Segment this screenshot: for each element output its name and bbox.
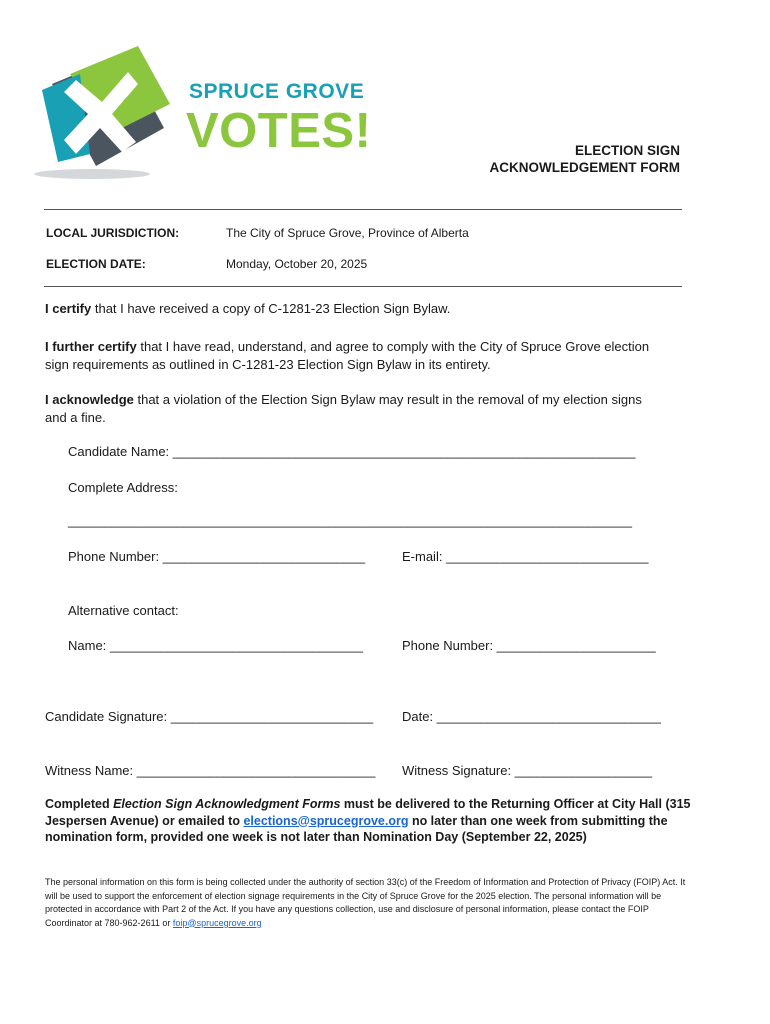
- further-certify-text: that I have read, understand, and agree to comply with the City of Spruce Grove election sign requirements as outlined in C-1281-23 Election Sign Bylaw in its entirety.: [45, 339, 650, 372]
- logo-text-votes: VOTES!: [186, 104, 372, 158]
- acknowledge-statement: [45, 391, 665, 427]
- acknowledge-bold: I acknowledge: [45, 392, 134, 407]
- acknowledge-text: that a violation of the Election Sign Bylaw may result in the removal of my election signs and a fine.: [45, 392, 642, 425]
- form-title: [490, 142, 680, 176]
- foip-notice: [45, 876, 695, 930]
- delivery-form-name: Election Sign Acknowledgment Forms: [113, 797, 341, 811]
- alt-name-field[interactable]: Name: ___________________________________: [68, 638, 363, 653]
- delivery-text-3: no later than one week from submitting the nomination form, provided one week is not later than Nomination Day (September 22, 2025): [45, 813, 668, 844]
- elections-email-link[interactable]: elections@sprucegrove.org: [243, 813, 409, 828]
- delivery-text-1: Completed: [45, 797, 114, 811]
- further-certify-statement: [45, 338, 665, 374]
- election-date-label: ELECTION DATE:: [46, 257, 146, 271]
- certify-text: that I have received a copy of C-1281-23 Election Sign Bylaw.: [91, 301, 451, 316]
- foip-notice-text: The personal information on this form is being collected under the authority of section 33(c) of the Freedom of Information and Protection of Privacy (FOIP) Act. It will be used to support the enforcement of election signage requirements in the City of Spruce Grove for the 2025 election. The personal information will be protected in accordance with Part 2 of the Act. If you have any questions collection, use and disclosure of personal information, please contact the FOIP Coordinator at 780-962-2611 or: [45, 877, 686, 928]
- foip-email-link[interactable]: foip@sprucegrove.org: [172, 917, 262, 928]
- delivery-instructions: [45, 796, 695, 846]
- witness-name-field[interactable]: Witness Name: _________________________________: [45, 763, 376, 778]
- logo-text-spruce-grove: SPRUCE GROVE: [189, 80, 365, 103]
- alternative-contact-label: Alternative contact:: [68, 603, 179, 618]
- spruce-grove-votes-logo-icon: [30, 44, 180, 184]
- phone-number-field[interactable]: Phone Number: ____________________________: [68, 549, 366, 564]
- date-field[interactable]: Date: _______________________________: [402, 709, 661, 724]
- election-date-value: Monday, October 20, 2025: [226, 257, 368, 271]
- form-title-line2: ACKNOWLEDGEMENT FORM: [489, 160, 680, 175]
- email-field[interactable]: E-mail: ____________________________: [402, 549, 649, 564]
- candidate-name-field[interactable]: Candidate Name: ________________________________________________________________: [68, 444, 636, 459]
- alt-phone-field[interactable]: Phone Number: ______________________: [402, 638, 656, 653]
- complete-address-label: Complete Address:: [68, 480, 178, 495]
- certify-statement: [45, 300, 665, 318]
- jurisdiction-value: The City of Spruce Grove, Province of Alberta: [226, 226, 469, 240]
- candidate-signature-field[interactable]: Candidate Signature: ____________________________: [45, 709, 374, 724]
- divider-top: [44, 209, 682, 210]
- form-title-line1: ELECTION SIGN: [574, 143, 680, 158]
- delivery-text-2: must be delivered to the Returning Officer at City Hall (315 Jespersen Avenue) or emailed to: [45, 797, 691, 828]
- further-certify-bold: I further certify: [45, 339, 137, 354]
- divider-middle: [44, 286, 682, 287]
- address-line-field[interactable]: ______________________________________________________________________________: [68, 513, 632, 528]
- witness-signature-field[interactable]: Witness Signature: ___________________: [402, 763, 653, 778]
- certify-bold: I certify: [45, 301, 92, 316]
- jurisdiction-label: LOCAL JURISDICTION:: [46, 226, 180, 240]
